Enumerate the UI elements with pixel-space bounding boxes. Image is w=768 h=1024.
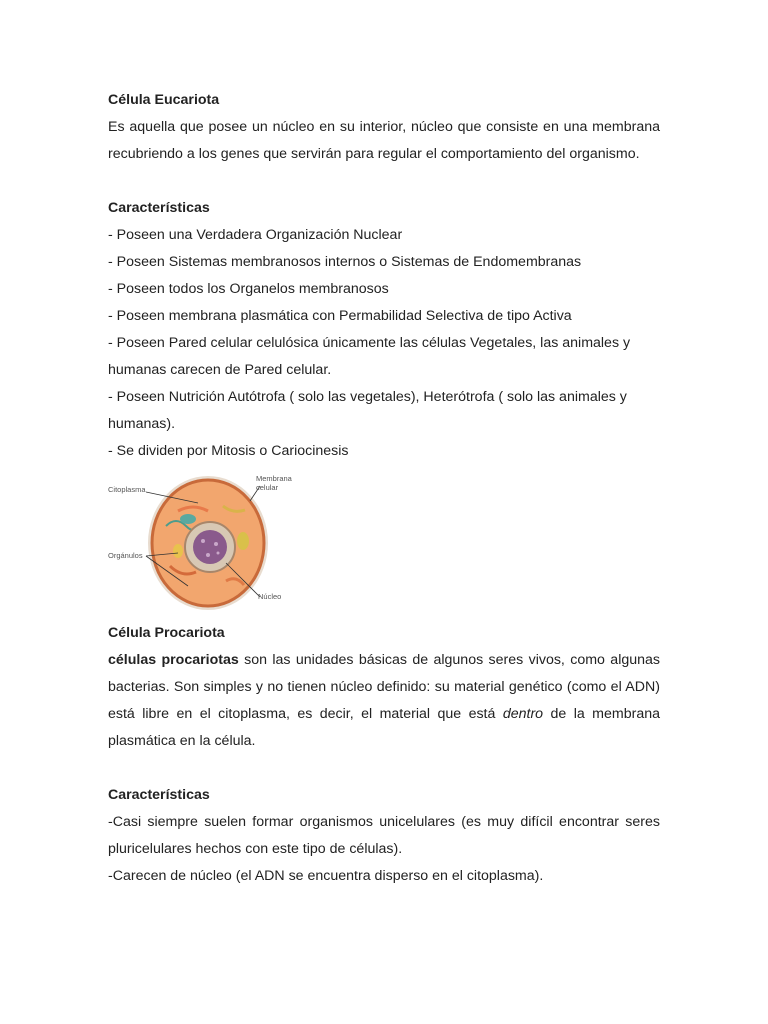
prokaryote-intro [108, 647, 660, 755]
eukaryote-intro: Es aquella que posee un núcleo en su interior, núcleo que consiste en una membrana recubriendo a los genes que servirán para regular el comportamiento del organismo. [108, 119, 660, 162]
feature-item: - Poseen Pared celular celulósica únicamente las células Vegetales, las animales y humanas carecen de Pared celular. [108, 335, 631, 378]
label-nucleus: Núcleo [258, 592, 282, 601]
label-cytoplasm: Citoplasma [108, 485, 146, 494]
document-page [108, 87, 660, 890]
section-title-prokaryote: Célula Procariota [108, 625, 225, 641]
feature-item: - Poseen membrana plasmática con Permabilidad Selectiva de tipo Activa [108, 308, 572, 324]
feature-item: - Se dividen por Mitosis o Cariocinesis [108, 443, 349, 459]
feature-item: -Carecen de núcleo (el ADN se encuentra disperso en el citoplasma). [108, 868, 544, 884]
feature-item: - Poseen Sistemas membranosos internos o Sistemas de Endomembranas [108, 254, 582, 270]
eukaryotic-cell-diagram [108, 471, 298, 611]
label-membrane-line2: celular [256, 483, 279, 492]
italic-term: dentro [502, 706, 544, 722]
feature-item: - Poseen todos los Organelos membranosos [108, 281, 389, 297]
label-organelles: Orgánulos [108, 551, 143, 560]
features-title-prokaryote: Características [108, 787, 210, 803]
bold-term: células procariotas [108, 652, 239, 668]
intro-text-1: son las unidades básicas de algunos seres vivos, como algunas bacterias. Son simples y no tienen núcleo definido: su material genético (como el ADN) está libre en el citoplasma, es decir, el material que está [108, 652, 661, 722]
feature-item: -Casi siempre suelen formar organismos unicelulares (es muy difícil encontrar seres pluricelulares hechos con este tipo de células). [108, 814, 660, 857]
intro-text-2: de la membrana plasmática en la célula. [108, 706, 660, 749]
label-membrane-line1: Membrana [256, 474, 292, 483]
feature-item: - Poseen Nutrición Autótrofa ( solo las vegetales), Heterótrofa ( solo las animales y humanas). [108, 389, 627, 432]
features-title-eukaryote: Características [108, 200, 210, 216]
spacer [108, 168, 660, 195]
section-title-eukaryote: Célula Eucariota [108, 92, 220, 108]
feature-item: - Poseen una Verdadera Organización Nuclear [108, 227, 403, 243]
spacer [108, 755, 660, 782]
